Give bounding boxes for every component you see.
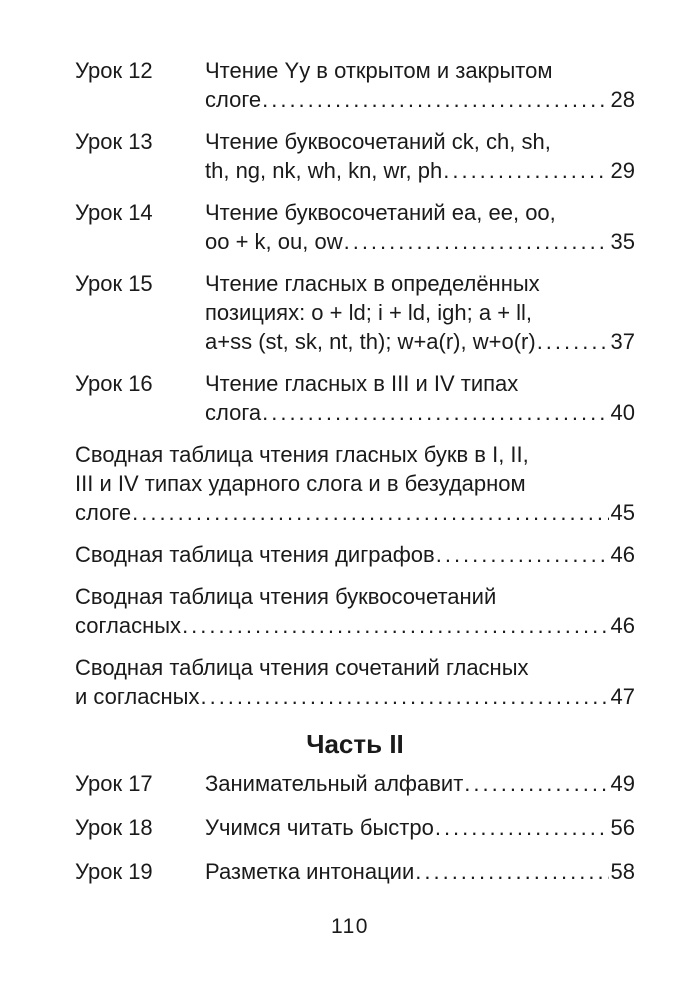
toc-entry-text-line: Чтение гласных в III и IV типах	[205, 371, 519, 396]
dot-leader	[415, 857, 608, 886]
toc-entry-label: Урок 12	[75, 58, 153, 83]
toc-entry-label: Урок 19	[75, 859, 153, 884]
toc-page-number: 40	[610, 400, 635, 425]
toc-page-number: 45	[610, 500, 635, 525]
dot-leader	[132, 498, 608, 527]
toc-entry	[75, 540, 635, 569]
toc-entry-label: Урок 15	[75, 271, 153, 296]
toc-entry-text-line: III и IV типах ударного слога и в безударном	[75, 471, 526, 496]
toc-page-number: 56	[610, 815, 635, 840]
toc-page-number: 46	[610, 542, 635, 567]
toc-entry-text-line: Сводная таблица чтения сочетаний гласных	[75, 655, 529, 680]
toc-entry	[75, 769, 635, 798]
toc-entry	[75, 269, 635, 356]
toc-entry-text-line: Занимательный алфавит	[205, 771, 464, 796]
toc-entry-text-line: Чтение гласных в определённых	[205, 271, 540, 296]
toc-entry	[75, 369, 635, 427]
toc-page-number: 28	[610, 87, 635, 112]
toc-entry-text-line: Сводная таблица чтения диграфов	[75, 542, 435, 567]
toc-entry-last-line	[205, 398, 635, 427]
toc-entry-text-line: Чтение буквосочетаний ck, ch, sh,	[205, 129, 551, 154]
toc-entry-text-line: слоге	[75, 500, 132, 525]
toc-entry-body	[205, 269, 635, 356]
toc-entry-text-line: Учимся читать быстро	[205, 815, 434, 840]
toc-entry-last-line	[205, 327, 635, 356]
toc-page-number: 37	[610, 329, 635, 354]
toc-entry-text-line: слоге	[205, 87, 262, 112]
toc-entry-text-line: Чтение Yy в открытом и закрытом	[205, 58, 553, 83]
toc-entry-body	[75, 540, 635, 569]
toc-entry	[75, 198, 635, 256]
toc-entry	[75, 127, 635, 185]
toc-entry-label: Урок 13	[75, 129, 153, 154]
toc-entry-body	[75, 440, 635, 527]
toc-entry-text-line: слога	[205, 400, 262, 425]
toc-entry-label: Урок 18	[75, 815, 153, 840]
toc-entry-last-line	[205, 227, 635, 256]
toc-entry-label: Урок 17	[75, 771, 153, 796]
dot-leader	[436, 540, 609, 569]
toc-entry-body	[205, 769, 635, 798]
toc-entry-last-line	[75, 540, 635, 569]
dot-leader	[262, 85, 608, 114]
toc-entry	[75, 857, 635, 886]
toc-entry-body	[205, 813, 635, 842]
dot-leader	[443, 156, 608, 185]
toc-entry-last-line	[75, 611, 635, 640]
toc-entry-text-line: согласных	[75, 613, 182, 638]
toc-entry-body	[75, 653, 635, 711]
dot-leader	[435, 813, 609, 842]
dot-leader	[262, 398, 608, 427]
toc-page-number: 35	[610, 229, 635, 254]
toc-entry-text-line: a+ss (st, sk, nt, th); w+a(r), w+o(r)	[205, 329, 536, 354]
toc-page-number: 49	[610, 771, 635, 796]
toc-entry-label: Урок 14	[75, 200, 153, 225]
toc-entry-text-line: oo + k, ou, ow	[205, 229, 343, 254]
toc-entry-last-line	[205, 769, 635, 798]
toc-entry-label: Урок 16	[75, 371, 153, 396]
dot-leader	[344, 227, 609, 256]
toc-entry-body	[205, 369, 635, 427]
toc-page-number: 47	[610, 684, 635, 709]
toc-entry-text-line: позициях: o + ld; i + ld, igh; a + ll,	[205, 300, 533, 325]
dot-leader	[182, 611, 608, 640]
dot-leader	[464, 769, 608, 798]
page-number-footer: 110	[331, 915, 369, 938]
toc-entry-last-line	[205, 813, 635, 842]
dot-leader	[200, 682, 608, 711]
toc-entry-body	[205, 857, 635, 886]
toc-entry-body	[75, 582, 635, 640]
toc-page-number: 29	[610, 158, 635, 183]
toc-entry-last-line	[205, 85, 635, 114]
toc-entry-text-line: th, ng, nk, wh, kn, wr, ph	[205, 158, 443, 183]
toc-entry-text-line: Сводная таблица чтения буквосочетаний	[75, 584, 497, 609]
part-heading: Часть II	[306, 729, 404, 759]
toc-entry-last-line	[205, 857, 635, 886]
toc-entry-text-line: Разметка интонации	[205, 859, 415, 884]
toc-page-number: 46	[610, 613, 635, 638]
toc-entry-body	[205, 56, 635, 114]
toc-entry	[75, 813, 635, 842]
toc-page-number: 58	[610, 859, 635, 884]
toc-entry-text-line: Сводная таблица чтения гласных букв в I, II,	[75, 442, 529, 467]
toc-entry	[75, 440, 635, 527]
dot-leader	[537, 327, 609, 356]
toc-entry	[75, 653, 635, 711]
toc-entry-text-line: и согласных	[75, 684, 200, 709]
toc-entry-body	[205, 198, 635, 256]
toc-entry-body	[205, 127, 635, 185]
toc-entry-last-line	[75, 682, 635, 711]
toc-entry-last-line	[205, 156, 635, 185]
toc-entry-last-line	[75, 498, 635, 527]
toc-entry	[75, 582, 635, 640]
toc-entry-text-line: Чтение буквосочетаний ea, ee, oo,	[205, 200, 556, 225]
table-of-contents	[75, 56, 635, 901]
toc-entry	[75, 56, 635, 114]
